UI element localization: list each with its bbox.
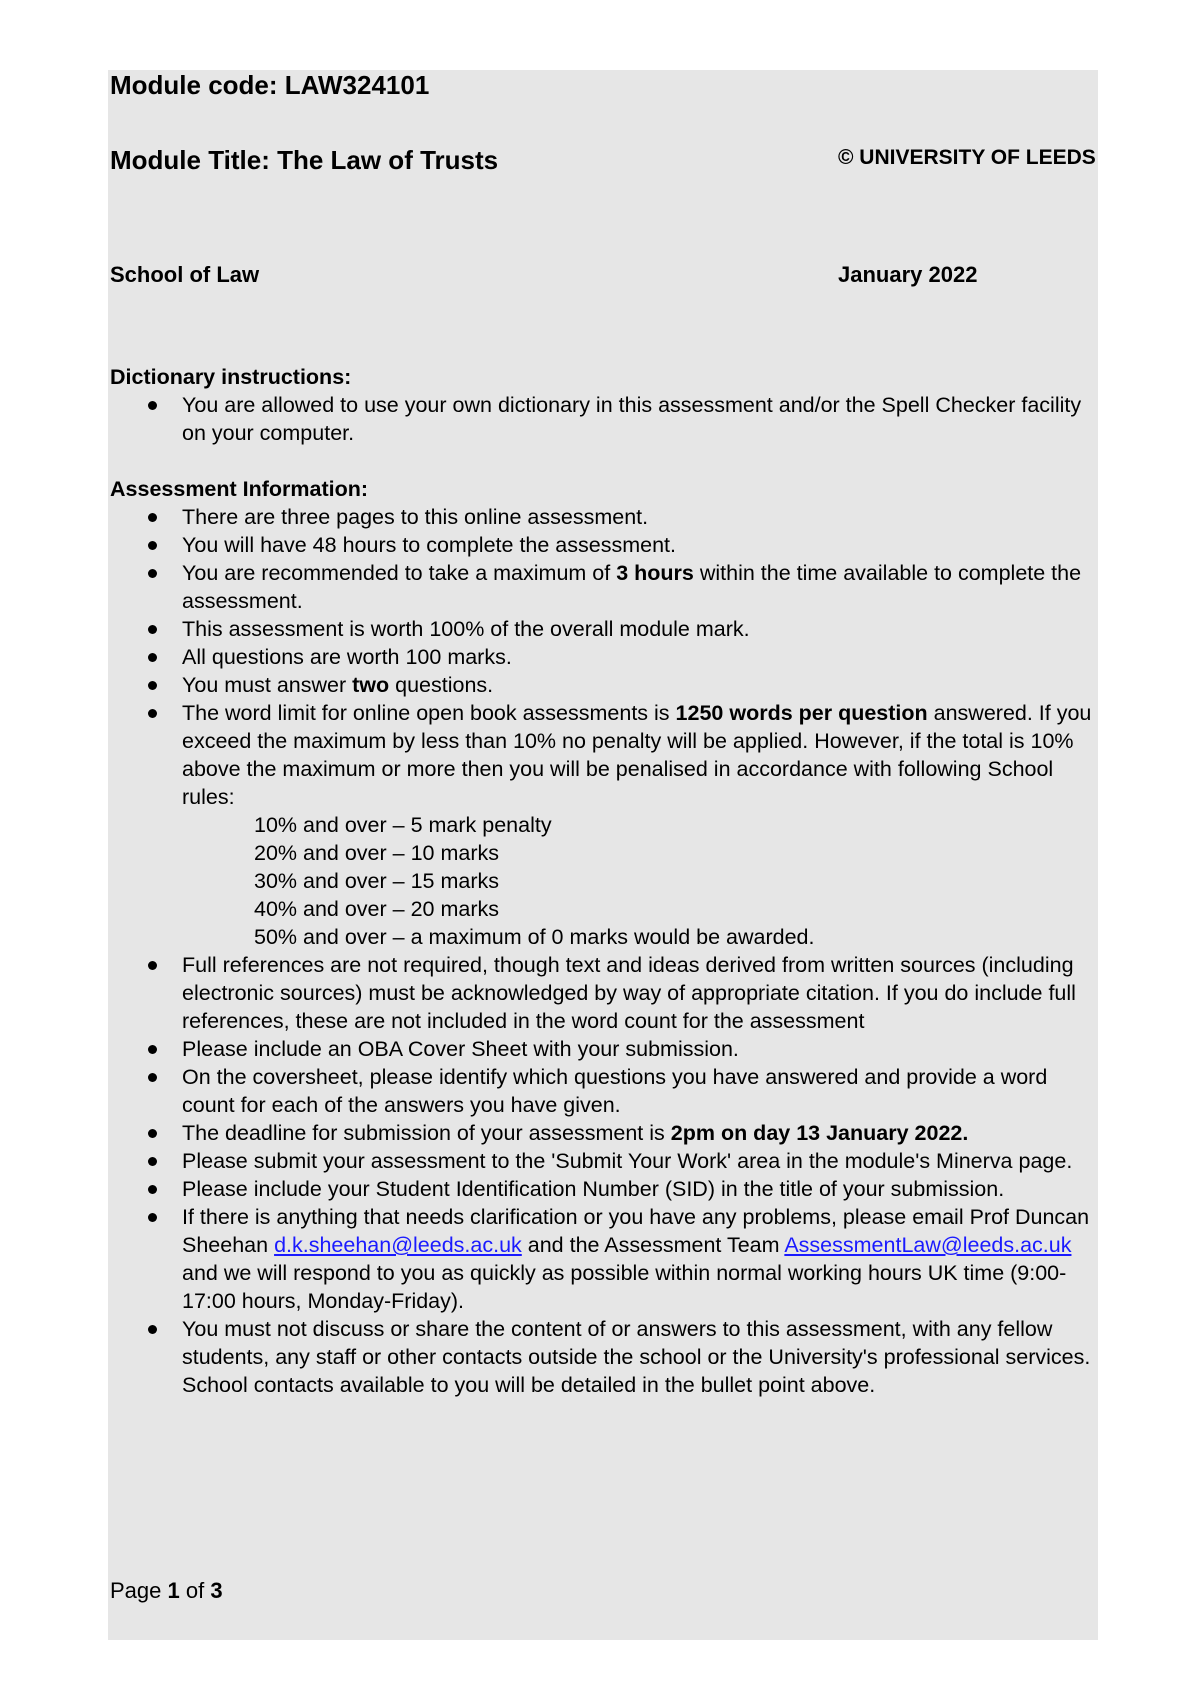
module-title: Module Title: The Law of Trusts [110, 145, 499, 175]
bullet-icon [148, 1325, 157, 1334]
bullet-icon [148, 653, 157, 662]
bullet-icon [148, 1129, 157, 1138]
penalty-item: 20% and over – 10 marks [254, 841, 499, 865]
copyright-notice: © UNIVERSITY OF LEEDS [838, 146, 1096, 169]
list-item: All questions are worth 100 marks. [110, 643, 1100, 671]
page-total: 3 [210, 1578, 223, 1603]
penalty-item: 40% and over – 20 marks [254, 897, 499, 921]
bullet-icon [148, 541, 157, 550]
bullet-icon [148, 961, 157, 970]
assessment-heading: Assessment Information: [110, 477, 369, 501]
list-item: The deadline for submission of your assessment is 2pm on day 13 January 2022. [110, 1119, 1100, 1147]
list-item: You must not discuss or share the content of or answers to this assessment, with any fellow students, any staff or other contacts outside the school or the University's professional services. School contacts available to you will be detailed in the bullet point above. [110, 1315, 1100, 1399]
penalty-item: 10% and over – 5 mark penalty [254, 813, 552, 837]
bullet-icon [148, 401, 157, 410]
bullet-icon [148, 1185, 157, 1194]
bullet-icon [148, 681, 157, 690]
school-name: School of Law [110, 262, 260, 287]
bullet-icon [148, 1157, 157, 1166]
dictionary-list [110, 391, 1100, 447]
exam-date: January 2022 [838, 262, 978, 287]
page-footer: Page 1 of 3 [110, 1578, 223, 1603]
bullet-icon [148, 625, 157, 634]
list-item: Full references are not required, though text and ideas derived from written sources (including electronic sources) must be acknowledged by way of appropriate citation. If you do include full references, these are not included in the word count for the assessment [110, 951, 1100, 1035]
list-item: You are allowed to use your own dictionary in this assessment and/or the Spell Checker facility on your computer. [110, 391, 1100, 447]
bullet-icon [148, 1213, 157, 1222]
bullet-icon [148, 1073, 157, 1082]
email-link-sheehan[interactable]: d.k.sheehan@leeds.ac.uk [274, 1233, 522, 1257]
list-item: Please include your Student Identification Number (SID) in the title of your submission. [110, 1175, 1100, 1203]
module-code: Module code: LAW324101 [110, 70, 430, 100]
bullet-icon [148, 709, 157, 718]
list-item: Please submit your assessment to the 'Submit Your Work' area in the module's Minerva page. [110, 1147, 1100, 1175]
list-item: If there is anything that needs clarification or you have any problems, please email Prof Duncan Sheehan d.k.sheehan@leeds.ac.uk and the Assessment Team AssessmentLaw@leeds.ac.uk and we will respond to you as quickly as possible within normal working hours UK time (9:00-17:00 hours, Monday-Friday). [110, 1203, 1100, 1315]
bullet-icon [148, 513, 157, 522]
dictionary-heading: Dictionary instructions: [110, 365, 352, 389]
bullet-icon [148, 569, 157, 578]
list-item: On the coversheet, please identify which questions you have answered and provide a word count for each of the answers you have given. [110, 1063, 1100, 1119]
penalty-item: 30% and over – 15 marks [254, 869, 499, 893]
list-item: Please include an OBA Cover Sheet with your submission. [110, 1035, 1100, 1063]
list-item: This assessment is worth 100% of the overall module mark. [110, 615, 1100, 643]
email-link-assessment-team[interactable]: AssessmentLaw@leeds.ac.uk [784, 1233, 1072, 1257]
penalty-list [182, 811, 1100, 951]
bullet-icon [148, 1045, 157, 1054]
list-item: You must answer two questions. [110, 671, 1100, 699]
list-item: You are recommended to take a maximum of 3 hours within the time available to complete the assessment. [110, 559, 1100, 615]
penalty-item: 50% and over – a maximum of 0 marks would be awarded. [254, 925, 815, 949]
assessment-list [110, 503, 1100, 1399]
list-item: There are three pages to this online assessment. [110, 503, 1100, 531]
list-item: The word limit for online open book assessments is 1250 words per question answered. If you exceed the maximum by less than 10% no penalty will be applied. However, if the total is 10% above the maximum or more then you will be penalised in accordance with following School rules: 10% and over – 5 mark penalty 20% and over – 10 marks 30% and over – 15 marks 40% and over – 20 marks 50% and over – a maximum of 0 marks would be awarded. [110, 699, 1100, 951]
list-item: You will have 48 hours to complete the assessment. [110, 531, 1100, 559]
page-number: 1 [167, 1578, 180, 1603]
